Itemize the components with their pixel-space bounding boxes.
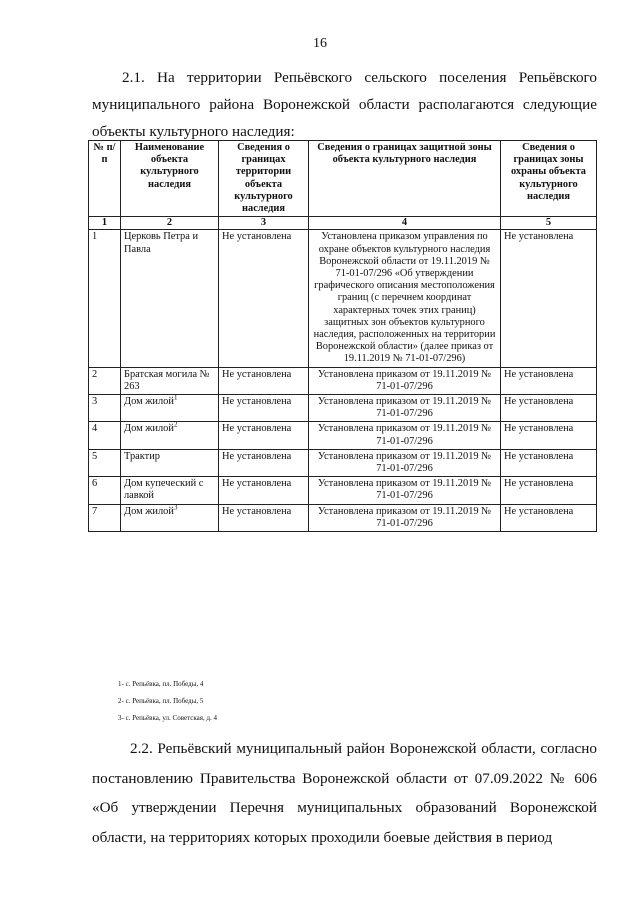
guard-zone-cell: Не установлена	[501, 477, 597, 504]
row-number-cell: 6	[89, 477, 121, 504]
row-number-cell: 3	[89, 395, 121, 422]
row-number-cell: 7	[89, 504, 121, 531]
guard-zone-cell: Не установлена	[501, 395, 597, 422]
footnote: 2- с. Репьёвка, пл. Победы, 5	[118, 697, 204, 705]
object-name: Дом купеческий с лавкой	[124, 478, 204, 502]
object-name: Церковь Петра и Павла	[124, 231, 199, 255]
guard-zone-cell: Не установлена	[501, 422, 597, 449]
object-name: Дом жилой	[124, 396, 174, 408]
object-name: Трактир	[124, 450, 160, 462]
page-number: 16	[313, 36, 327, 51]
header-cell-guard-zone: Сведения о границах зоны охраны объекта культурного наследия	[501, 141, 597, 217]
territory-cell: Не установлена	[219, 367, 309, 394]
object-name-cell	[121, 395, 219, 422]
table-row	[89, 422, 597, 449]
column-number-row	[89, 217, 597, 230]
paragraph-2-2: 2.2. Репьёвский муниципальный район Воронежской области, согласно постановлению Правительства Воронежской области от 07.09.2022 № 606 «Об утверждении Перечня муниципальных образований Воронежской области, на территориях которых проходили боевые действия в период	[92, 740, 597, 846]
protective-zone-cell: Установлена приказом от 19.11.2019 № 71-01-07/296	[309, 504, 501, 531]
object-name-cell	[121, 449, 219, 476]
footnote-marker: 3	[173, 503, 178, 512]
header-cell-territory: Сведения о границах территории объекта культурного наследия	[219, 141, 309, 217]
footnotes	[118, 676, 217, 727]
object-name-cell	[121, 367, 219, 394]
guard-zone-cell: Не установлена	[501, 367, 597, 394]
footnote: 1- с. Репьёвка, пл. Победы, 4	[118, 680, 204, 688]
table-header-row	[89, 141, 597, 217]
object-name-cell	[121, 422, 219, 449]
row-number-cell: 4	[89, 422, 121, 449]
object-name: Дом жилой	[124, 505, 174, 517]
guard-zone-cell: Не установлена	[501, 504, 597, 531]
table-row	[89, 449, 597, 476]
territory-cell: Не установлена	[219, 230, 309, 367]
object-name: Дом жилой	[124, 423, 174, 435]
territory-cell: Не установлена	[219, 422, 309, 449]
protective-zone-cell: Установлена приказом от 19.11.2019 № 71-01-07/296	[309, 367, 501, 394]
footnote-marker: 1	[173, 393, 178, 402]
paragraph-2-1: 2.1. На территории Репьёвского сельского поселения Репьёвского муниципального района Воронежской области располагаются следующие объекты культурного наследия:	[92, 69, 597, 140]
object-name-cell	[121, 230, 219, 367]
protective-zone-cell: Установлена приказом от 19.11.2019 № 71-01-07/296	[309, 449, 501, 476]
table-row	[89, 367, 597, 394]
object-name: Братская могила № 263	[124, 368, 210, 392]
protective-zone-cell: Установлена приказом от 19.11.2019 № 71-01-07/296	[309, 422, 501, 449]
territory-cell: Не установлена	[219, 477, 309, 504]
column-number: 3	[219, 217, 309, 230]
territory-cell: Не установлена	[219, 504, 309, 531]
guard-zone-cell: Не установлена	[501, 449, 597, 476]
row-number-cell: 2	[89, 367, 121, 394]
footnote: 3- с. Репьёвка, ул. Советская, д. 4	[118, 714, 218, 722]
territory-cell: Не установлена	[219, 449, 309, 476]
table-row	[89, 230, 597, 367]
table-row	[89, 477, 597, 504]
protective-zone-cell: Установлена приказом управления по охране объектов культурного наследия Воронежской области от 19.11.2019 № 71-01-07/296 «Об утверждении графического описания местоположения границ (с перечнем координат характерных точек этих границ) защитных зон объектов культурного наследия, расположенных на территории Воронежской области» (далее приказ от 19.11.2019 № 71-01-07/296)	[309, 230, 501, 367]
protective-zone-cell: Установлена приказом от 19.11.2019 № 71-01-07/296	[309, 477, 501, 504]
territory-cell: Не установлена	[219, 395, 309, 422]
column-number: 4	[309, 217, 501, 230]
header-cell-protective-zone: Сведения о границах защитной зоны объекта культурного наследия	[309, 141, 501, 217]
table-row	[89, 395, 597, 422]
table-row	[89, 504, 597, 531]
footnote-marker: 2	[173, 421, 178, 429]
cultural-heritage-table	[88, 140, 597, 532]
guard-zone-cell: Не установлена	[501, 230, 597, 367]
object-name-cell	[121, 504, 219, 531]
column-number: 5	[501, 217, 597, 230]
row-number-cell: 5	[89, 449, 121, 476]
header-cell-number: № п/п	[89, 141, 121, 217]
object-name-cell	[121, 477, 219, 504]
protective-zone-cell: Установлена приказом от 19.11.2019 № 71-01-07/296	[309, 395, 501, 422]
column-number: 1	[89, 217, 121, 230]
header-cell-name: Наименование объекта культурного наследия	[121, 141, 219, 217]
column-number: 2	[121, 217, 219, 230]
row-number-cell: 1	[89, 230, 121, 367]
